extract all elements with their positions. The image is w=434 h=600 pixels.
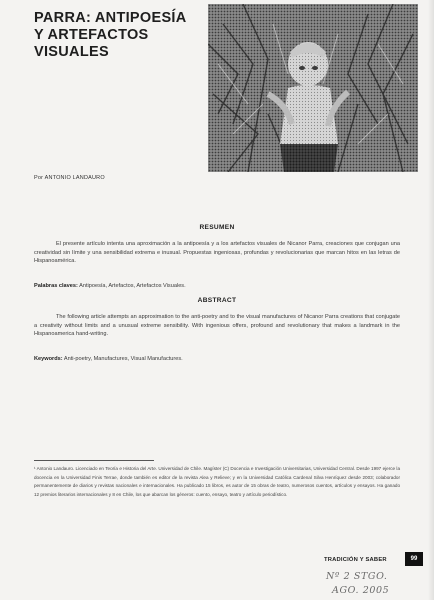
keywords [34, 356, 400, 362]
footnote-divider [34, 460, 154, 461]
handwritten-date-note: AGO. 2005 [332, 585, 390, 596]
scan-shadow [428, 0, 434, 600]
palabras-claves-label: Palabras claves: [34, 283, 78, 289]
abstract-text: The following article attempts an approximation to the anti-poetry and to the visual manufactures of Nicanor Parra creations that conjugate a creativity without limits and a unusual extreme sensibility. With ingenious offers, profound and revolutionary that makes a landmark in the Hispanoamerica hand-writing. [34, 314, 400, 338]
palabras-claves-value: Antipoesía, Artefactos, Artefactos Visuales. [79, 283, 186, 289]
byline: Por ANTONIO LANDAURO [34, 175, 105, 181]
section-label: TRADICIÓN Y SABER [324, 557, 387, 563]
resumen-text: El presente artículo intenta una aproximación a la antipoesía y a los artefactos visuales de Nicanor Parra, creaciones que conjugan una creatividad sin límite y una sensibilidad extrema e inusual. Propuestas ingeniosas, profundas y revolucionarias que marcan hitos en las letras de Hispanoamérica. [34, 241, 400, 265]
palabras-claves [34, 283, 400, 289]
article-title [34, 10, 204, 61]
article-title-line-1: PARRA: ANTIPOESÍA [34, 10, 187, 26]
page-number: 99 [405, 552, 423, 566]
author-photo [208, 4, 418, 172]
resumen-heading: RESUMEN [199, 224, 235, 231]
handwritten-issue-note: Nº 2 STGO. [326, 571, 388, 582]
article-title-line-2: Y ARTEFACTOS VISUALES [34, 27, 149, 60]
keywords-value: Anti-poetry, Manufactures, Visual Manufactures. [63, 356, 183, 362]
author-footnote: ¹ Antonio Landauro. Licenciado en Teoría e Historia del Arte. Universidad de Chile. Magíster (C) Docencia e Investigación Universitarias, Universidad Central. Desde 1997 ejerce la docencia en la Universidad Finis Terrae, donde también es editor de la revista Alea y Relieve; y en la Universidad Católica Cardenal Silva Henríquez desde 2003; colaborador permanentemente de diarios y revistas nacionales e internacionales. Ha publicado 15 libros, es autor de 15 obras de teatro, numerosos cuentos, artículos y ensayos. Ha ganado 12 premios literarios internacionales y 8 en Chile, los que abarcan los géneros: cuento, ensayo, teatro y artículo periodístico. [34, 466, 400, 497]
keywords-label: Keywords: [34, 356, 63, 362]
abstract-heading: ABSTRACT [197, 297, 237, 304]
author-photo-halftone [208, 4, 418, 172]
